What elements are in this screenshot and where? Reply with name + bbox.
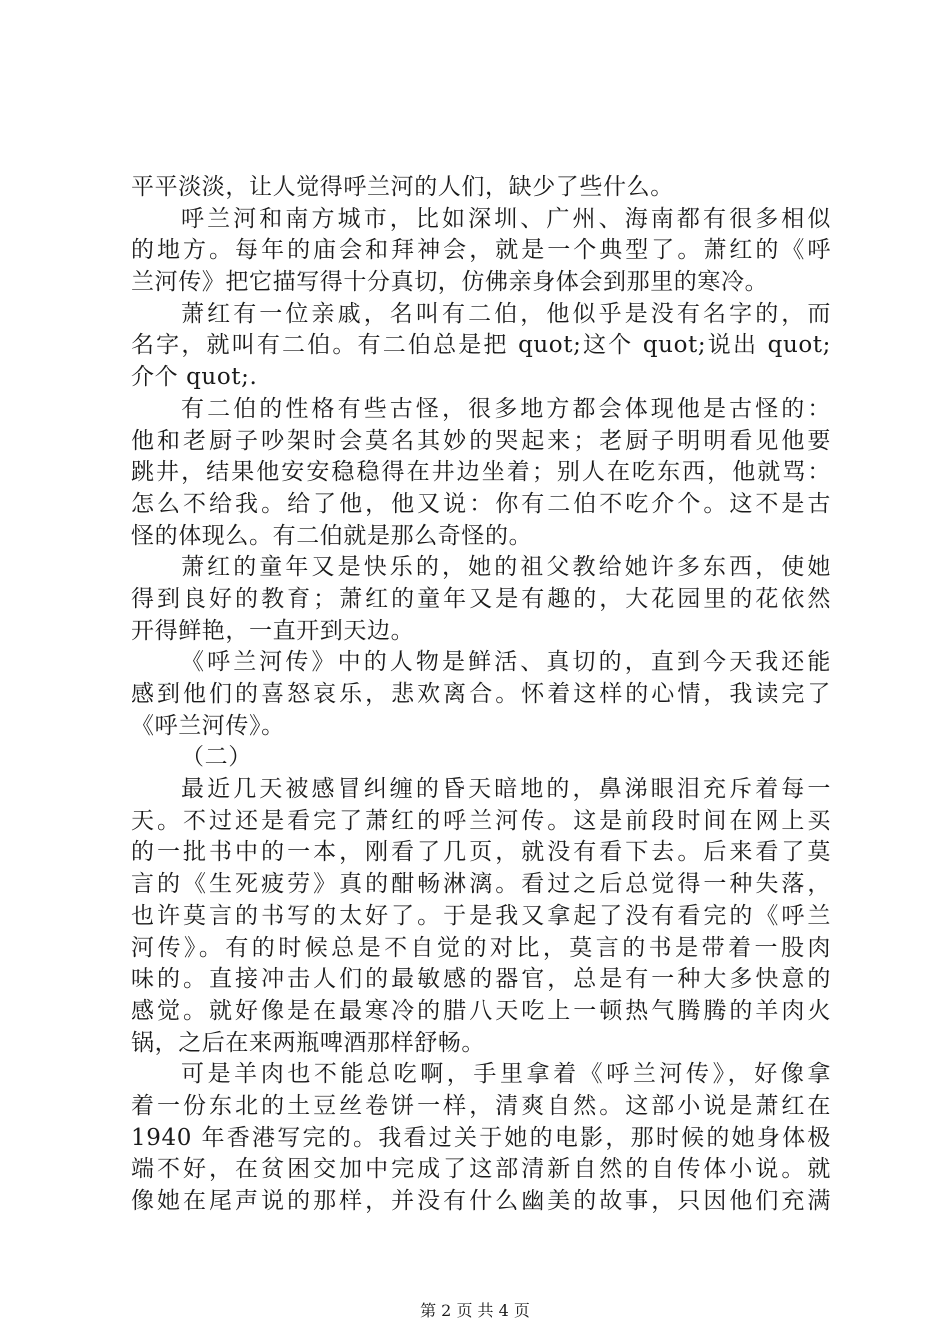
text-line: 感觉。就好像是在最寒冷的腊八天吃上一顿热气腾腾的羊肉火 (131, 997, 831, 1024)
text-line: 河传》。有的时候总是不自觉的对比，莫言的书是带着一股肉 (131, 934, 831, 961)
page-footer: 第 2 页 共 4 页 (420, 1301, 530, 1320)
text-line: 名字，就叫有二伯。有二伯总是把 quot;这个 quot;说出 quot; (131, 332, 831, 359)
text-line: 萧红的童年又是快乐的，她的祖父教给她许多东西，使她 (181, 554, 831, 581)
document-body (131, 172, 831, 1218)
text-line: 感到他们的喜怒哀乐，悲欢离合。怀着这样的心情，我读完了 (131, 681, 831, 707)
text-line: 有二伯的性格有些古怪，很多地方都会体现他是古怪的： (181, 395, 831, 422)
text-line: 1940 年香港写完的。我看过关于她的电影，那时候的她身体极 (131, 1124, 831, 1151)
text-line: 的一批书中的一本，刚看了几页，就没有看下去。后来看了莫 (131, 839, 831, 866)
text-line: 《呼兰河传》中的人物是鲜活、真切的，直到今天我还能 (181, 649, 831, 676)
text-line: 平平淡淡，让人觉得呼兰河的人们，缺少了些什么。 (131, 174, 674, 200)
text-line: 最近几天被感冒纠缠的昏天暗地的，鼻涕眼泪充斥着每一 (181, 776, 831, 803)
text-line: 萧红有一位亲戚，名叫有二伯，他似乎是没有名字的，而 (181, 300, 831, 327)
text-line: 怪的体现么。有二伯就是那么奇怪的。 (131, 522, 533, 549)
text-line: 怎么不给我。给了他，他又说：你有二伯不吃介个。这不是古 (131, 490, 831, 517)
text-line: 开得鲜艳，一直开到天边。 (131, 617, 415, 644)
text-line: 也许莫言的书写的太好了。于是我又拿起了没有看完的《呼兰 (131, 902, 831, 929)
text-line: 可是羊肉也不能总吃啊，手里拿着《呼兰河传》，好像拿 (181, 1061, 831, 1088)
text-line: 言的《生死疲劳》真的酣畅淋漓。看过之后总觉得一种失落， (131, 871, 831, 898)
text-line: 《呼兰河传》。 (131, 712, 285, 739)
text-line: 味的。直接冲击人们的最敏感的器官，总是有一种大多快意的 (131, 966, 831, 993)
text-line: 跳井，结果他安安稳稳得在井边坐着；别人在吃东西，他就骂： (131, 459, 831, 486)
text-line: 像她在尾声说的那样，并没有什么幽美的故事，只因他们充满 (131, 1188, 831, 1214)
text-line: 的地方。每年的庙会和拜神会，就是一个典型了。萧红的《呼 (131, 237, 831, 264)
text-line: 天。不过还是看完了萧红的呼兰河传。这是前段时间在网上买 (131, 807, 831, 834)
text-line: 他和老厨子吵架时会莫名其妙的哭起来；老厨子明明看见他要 (131, 427, 831, 454)
text-line: 着一份东北的土豆丝卷饼一样，清爽自然。这部小说是萧红在 (131, 1092, 831, 1119)
text-line: 锅，之后在来两瓶啤酒那样舒畅。 (131, 1029, 485, 1056)
text-line: 呼兰河和南方城市，比如深圳、广州、海南都有很多相似 (181, 205, 831, 232)
text-line: （二） (181, 744, 252, 771)
text-line: 得到良好的教育；萧红的童年又是有趣的，大花园里的花依然 (131, 585, 831, 612)
text-line: 兰河传》把它描写得十分真切，仿佛亲身体会到那里的寒冷。 (131, 269, 769, 296)
text-line: 介个 quot;. (131, 364, 258, 391)
text-line: 端不好，在贫困交加中完成了这部清新自然的自传体小说。就 (131, 1156, 831, 1183)
